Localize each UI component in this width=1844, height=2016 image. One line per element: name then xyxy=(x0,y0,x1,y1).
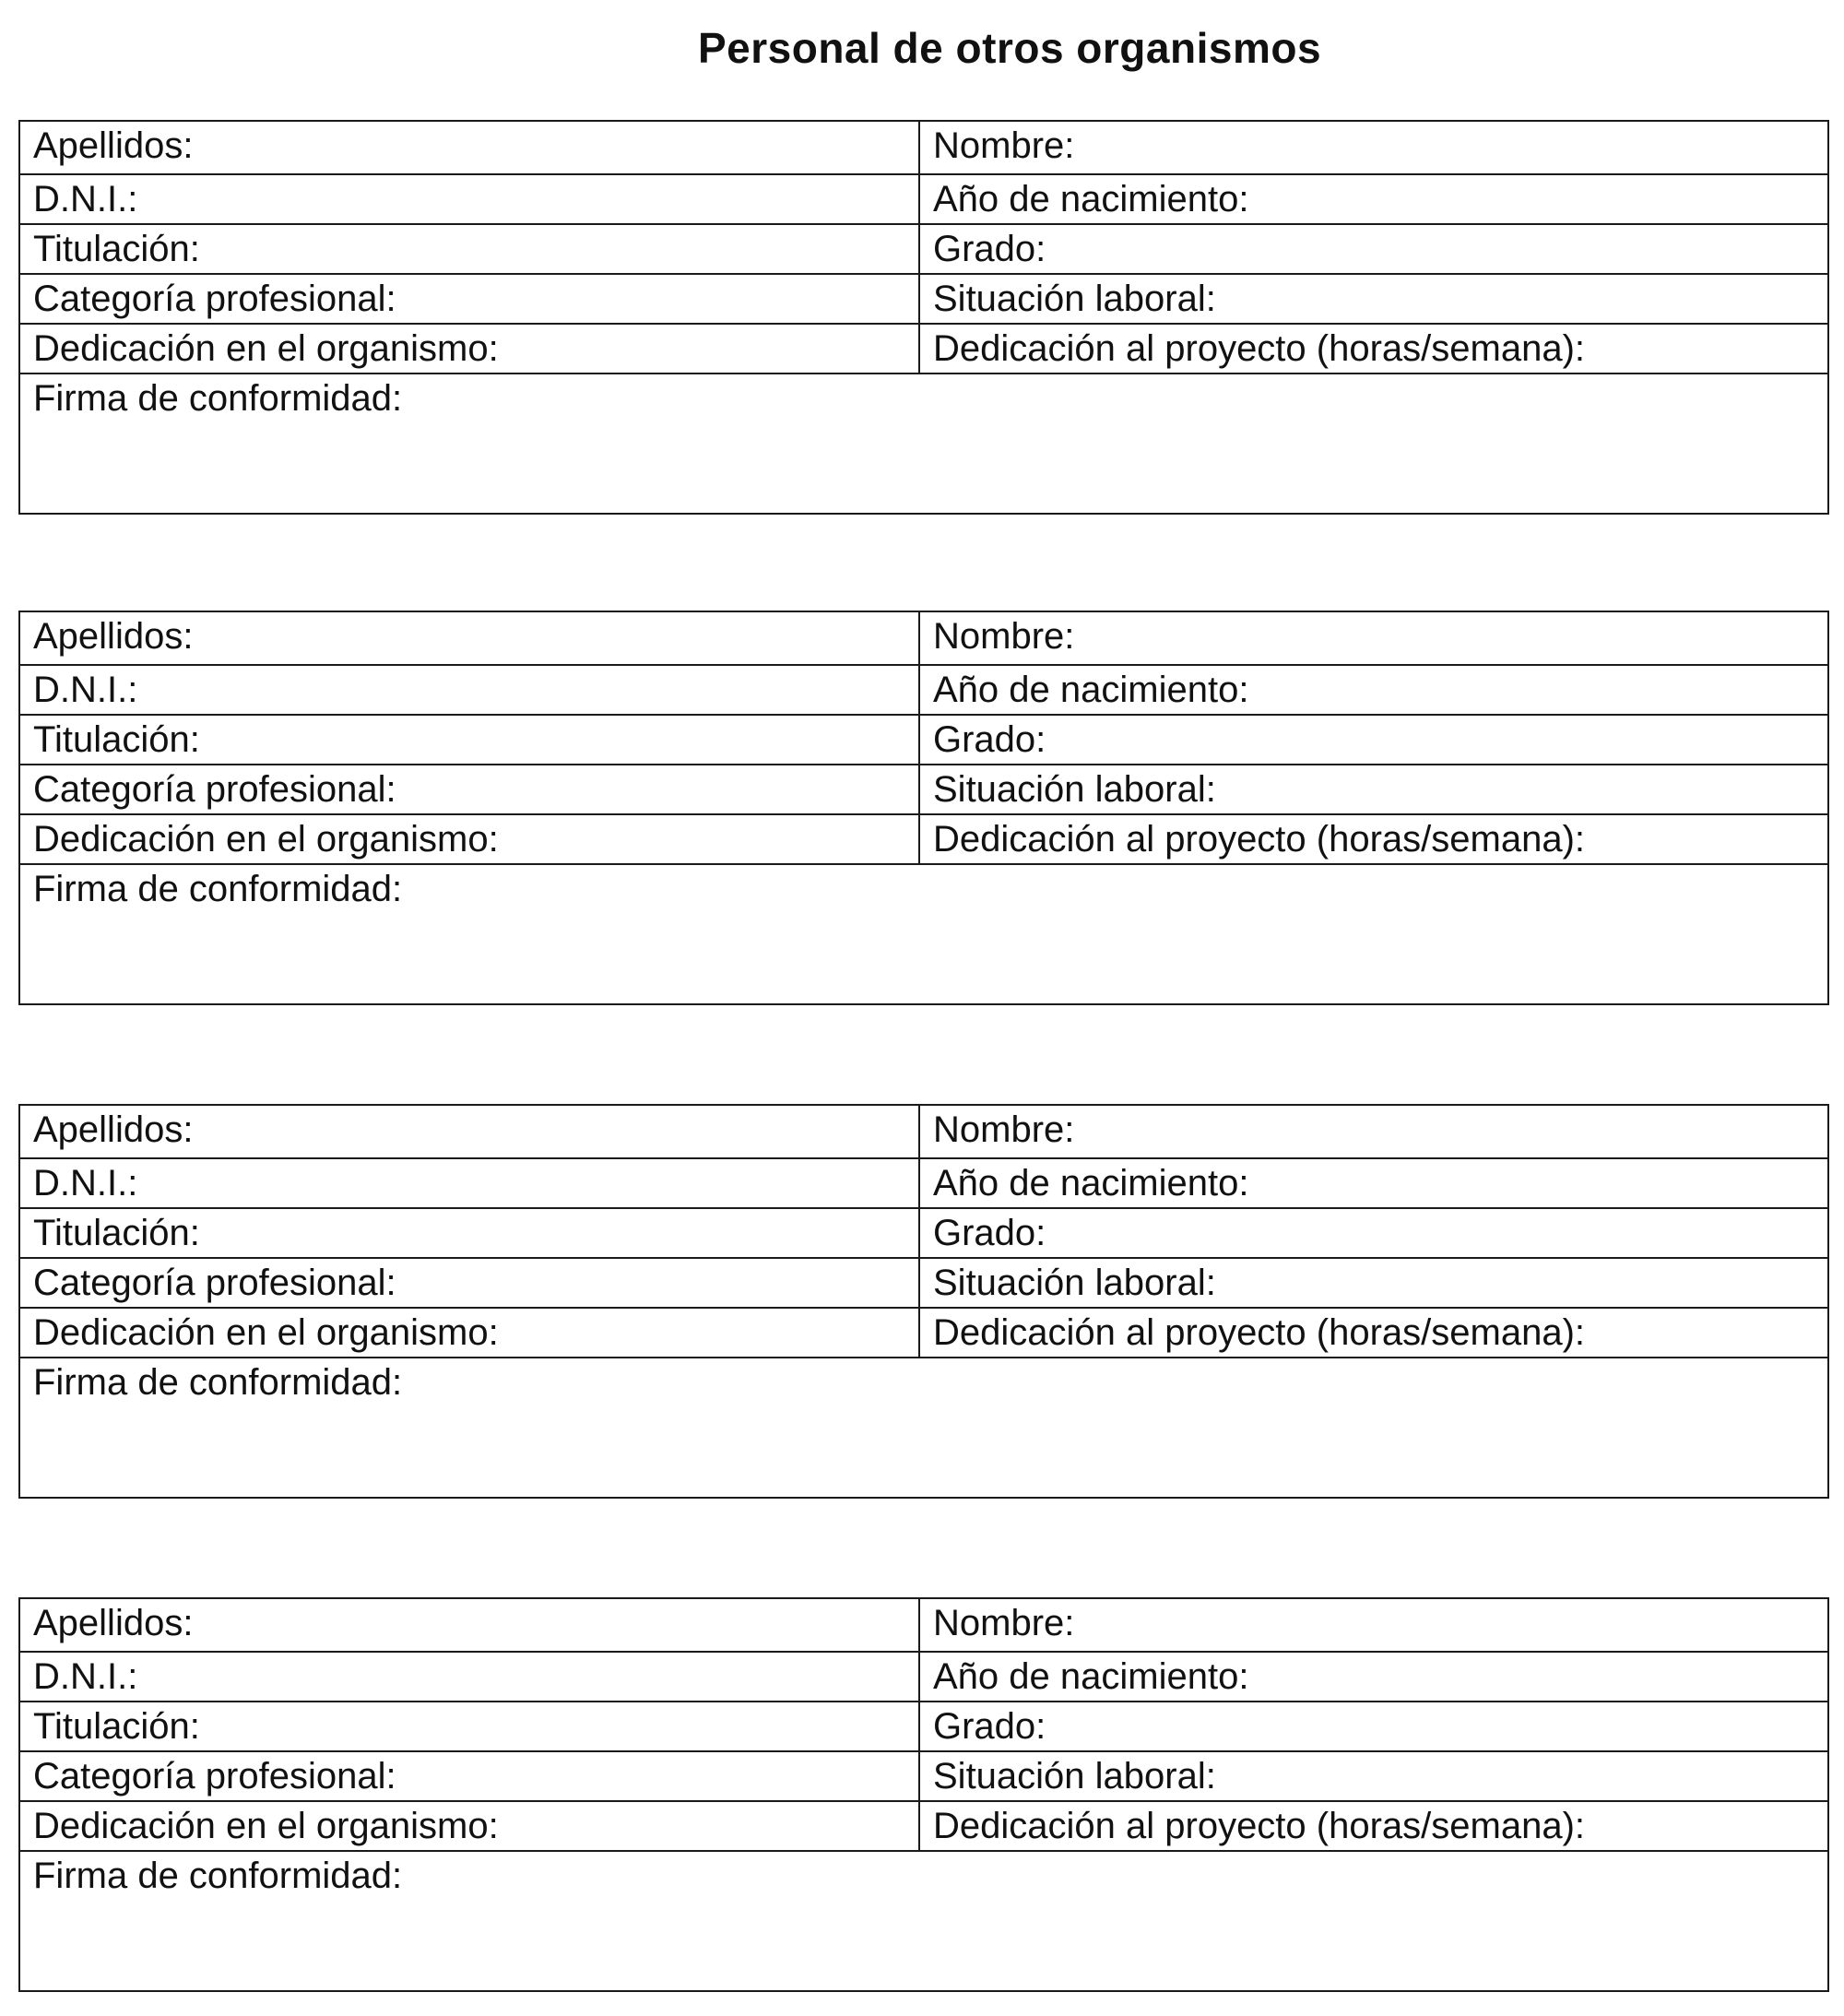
dedicacion-organismo-field[interactable]: Dedicación en el organismo: xyxy=(20,325,920,373)
nombre-field[interactable]: Nombre: xyxy=(933,1109,1075,1150)
firma-conformidad-label: Firma de conformidad: xyxy=(33,1362,403,1403)
situacion-laboral-field[interactable]: Situación laboral: xyxy=(933,769,1216,810)
grado-field[interactable]: Grado: xyxy=(933,1213,1046,1253)
categoria-profesional-field[interactable]: Categoría profesional: xyxy=(20,275,920,323)
personnel-form-2 xyxy=(18,611,1829,1005)
anio-nacimiento-field[interactable]: Año de nacimiento: xyxy=(933,179,1249,219)
situacion-laboral-field[interactable]: Situación laboral: xyxy=(933,279,1216,319)
form-row-dedicacion xyxy=(20,815,1827,865)
form-row-dni-anio xyxy=(20,666,1827,716)
form-row-titulacion-grado xyxy=(20,1209,1827,1259)
dedicacion-organismo-field[interactable]: Dedicación en el organismo: xyxy=(20,1309,920,1357)
form-row-apellidos-nombre xyxy=(20,122,1827,175)
situacion-laboral-field[interactable]: Situación laboral: xyxy=(933,1263,1216,1303)
form-row-dni-anio xyxy=(20,1653,1827,1702)
grado-field[interactable]: Grado: xyxy=(933,229,1046,269)
form-row-titulacion-grado xyxy=(20,1702,1827,1752)
form-row-apellidos-nombre xyxy=(20,1106,1827,1159)
form-row-dni-anio xyxy=(20,1159,1827,1209)
form-row-categoria-situacion xyxy=(20,765,1827,815)
nombre-field[interactable]: Nombre: xyxy=(933,1603,1075,1643)
dedicacion-proyecto-field[interactable]: Dedicación al proyecto (horas/semana): xyxy=(933,1806,1586,1846)
apellidos-field[interactable]: Apellidos: xyxy=(20,612,920,664)
dni-field[interactable]: D.N.I.: xyxy=(20,1159,920,1207)
form-row-dedicacion xyxy=(20,325,1827,374)
categoria-profesional-field[interactable]: Categoría profesional: xyxy=(20,1259,920,1307)
form-row-dedicacion xyxy=(20,1309,1827,1358)
firma-conformidad-field[interactable] xyxy=(20,1852,1827,1994)
anio-nacimiento-field[interactable]: Año de nacimiento: xyxy=(933,1163,1249,1204)
anio-nacimiento-field[interactable]: Año de nacimiento: xyxy=(933,1656,1249,1697)
dni-field[interactable]: D.N.I.: xyxy=(20,666,920,714)
form-row-categoria-situacion xyxy=(20,1259,1827,1309)
categoria-profesional-field[interactable]: Categoría profesional: xyxy=(20,765,920,813)
firma-conformidad-field[interactable] xyxy=(20,865,1827,1007)
firma-conformidad-field[interactable] xyxy=(20,1358,1827,1500)
titulacion-field[interactable]: Titulación: xyxy=(20,716,920,764)
anio-nacimiento-field[interactable]: Año de nacimiento: xyxy=(933,670,1249,710)
personnel-form-3 xyxy=(18,1104,1829,1499)
firma-conformidad-label: Firma de conformidad: xyxy=(33,1856,403,1896)
dni-field[interactable]: D.N.I.: xyxy=(20,175,920,223)
form-row-dedicacion xyxy=(20,1802,1827,1852)
dedicacion-proyecto-field[interactable]: Dedicación al proyecto (horas/semana): xyxy=(933,1312,1586,1353)
form-row-dni-anio xyxy=(20,175,1827,225)
form-row-categoria-situacion xyxy=(20,1752,1827,1802)
personnel-form-4 xyxy=(18,1597,1829,1992)
page-title: Personal de otros organismos xyxy=(697,24,1322,72)
form-row-titulacion-grado xyxy=(20,716,1827,765)
apellidos-field[interactable]: Apellidos: xyxy=(20,1106,920,1157)
form-row-apellidos-nombre xyxy=(20,612,1827,666)
categoria-profesional-field[interactable]: Categoría profesional: xyxy=(20,1752,920,1800)
nombre-field[interactable]: Nombre: xyxy=(933,616,1075,657)
grado-field[interactable]: Grado: xyxy=(933,1706,1046,1747)
dedicacion-proyecto-field[interactable]: Dedicación al proyecto (horas/semana): xyxy=(933,819,1586,860)
titulacion-field[interactable]: Titulación: xyxy=(20,225,920,273)
grado-field[interactable]: Grado: xyxy=(933,719,1046,760)
form-row-apellidos-nombre xyxy=(20,1599,1827,1653)
situacion-laboral-field[interactable]: Situación laboral: xyxy=(933,1756,1216,1797)
titulacion-field[interactable]: Titulación: xyxy=(20,1209,920,1257)
dni-field[interactable]: D.N.I.: xyxy=(20,1653,920,1701)
dedicacion-organismo-field[interactable]: Dedicación en el organismo: xyxy=(20,815,920,863)
apellidos-field[interactable]: Apellidos: xyxy=(20,122,920,173)
dedicacion-organismo-field[interactable]: Dedicación en el organismo: xyxy=(20,1802,920,1850)
firma-conformidad-field[interactable] xyxy=(20,374,1827,516)
dedicacion-proyecto-field[interactable]: Dedicación al proyecto (horas/semana): xyxy=(933,328,1586,369)
nombre-field[interactable]: Nombre: xyxy=(933,125,1075,166)
apellidos-field[interactable]: Apellidos: xyxy=(20,1599,920,1651)
form-row-titulacion-grado xyxy=(20,225,1827,275)
firma-conformidad-label: Firma de conformidad: xyxy=(33,378,403,419)
firma-conformidad-label: Firma de conformidad: xyxy=(33,869,403,909)
titulacion-field[interactable]: Titulación: xyxy=(20,1702,920,1750)
personnel-form-1 xyxy=(18,120,1829,515)
form-row-categoria-situacion xyxy=(20,275,1827,325)
